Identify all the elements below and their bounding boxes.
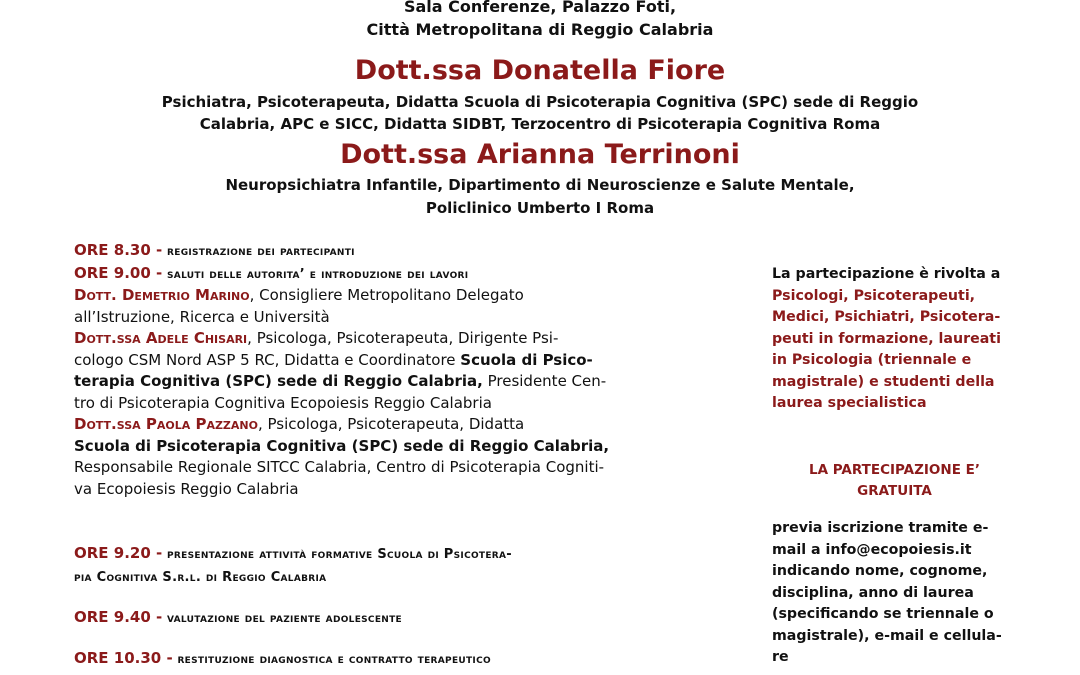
free-line-2: GRATUITA bbox=[857, 483, 932, 499]
audience-line: magistrale) e studenti della bbox=[772, 373, 995, 390]
program-item-1030 bbox=[74, 648, 734, 671]
speaker-desc-fiore-line2: Calabria, APC e SICC, Didatta SIDBT, Terzocentro di Psicoterapia Cognitiva Roma bbox=[199, 115, 881, 133]
registration-line: re bbox=[772, 649, 789, 665]
greeting-name: Dott.ssa Adele Chisari bbox=[74, 329, 248, 347]
free-line-1: LA PARTECIPAZIONE E’ bbox=[809, 462, 980, 478]
program-item-940 bbox=[74, 607, 734, 630]
program-time: ORE 9.20 - bbox=[74, 544, 163, 562]
registration-line: previa iscrizione tramite e- bbox=[772, 520, 989, 536]
program-item-900 bbox=[74, 263, 734, 286]
program-item-1030-line bbox=[74, 648, 734, 671]
greeting-role: , Psicologa, Psicoterapeuta, Dirigente Psi- bbox=[247, 329, 559, 347]
greeting-chisari-line2 bbox=[74, 350, 734, 372]
audience-line: Psicologi, Psicoterapeuti, bbox=[772, 287, 976, 304]
sidebar-audience bbox=[772, 264, 1017, 415]
program-time: ORE 8.30 - bbox=[74, 241, 163, 259]
program-title: valutazione del paziente adolescente bbox=[167, 611, 403, 626]
program-time: ORE 9.40 - bbox=[74, 608, 163, 626]
program-column bbox=[74, 240, 734, 500]
program-title: saluti delle autorita’ e introduzione dei lavori bbox=[167, 266, 469, 282]
sidebar-intro: La partecipazione è rivolta a bbox=[772, 266, 1001, 282]
greeting-role: , Consigliere Metropolitano Delegato bbox=[249, 286, 524, 304]
program-item-920 bbox=[74, 543, 734, 588]
registration-line: mail a info@ecopoiesis.it bbox=[772, 541, 972, 558]
greeting-pazzano-line2 bbox=[74, 436, 734, 458]
greeting-school: Scuola di Psico- bbox=[460, 350, 593, 369]
greeting-text: Presidente Cen- bbox=[482, 372, 607, 390]
registration-line: disciplina, anno di laurea bbox=[772, 584, 974, 601]
program-title: presentazione attività formative Scuola di Psicotera- bbox=[167, 547, 513, 562]
program-item-920-line2 bbox=[74, 566, 734, 589]
greeting-marino bbox=[74, 285, 734, 307]
greeting-pazzano-line3: Responsabile Regionale SITCC Calabria, Centro di Psicoterapia Cogniti- bbox=[74, 458, 605, 476]
registration-line: (specificando se triennale o bbox=[772, 606, 994, 622]
free-participation-title bbox=[772, 460, 1017, 502]
audience-line: in Psicologia (triennale e bbox=[772, 352, 972, 368]
sidebar-registration bbox=[772, 518, 1017, 669]
speaker-desc-terrinoni-line1: Neuropsichiatra Infantile, Dipartimento di Neuroscienze e Salute Mentale, bbox=[225, 176, 855, 194]
program-title: registrazione dei partecipanti bbox=[167, 244, 355, 259]
program-item-830 bbox=[74, 240, 734, 263]
venue-line-1: Sala Conferenze, Palazzo Foti, bbox=[403, 0, 677, 16]
greeting-chisari-line3 bbox=[74, 371, 734, 393]
registration-line: magistrale), e-mail e cellula- bbox=[772, 627, 1002, 644]
greeting-chisari bbox=[74, 328, 734, 350]
registration-line: indicando nome, cognome, bbox=[772, 563, 988, 579]
audience-line: Medici, Psichiatri, Psicotera- bbox=[772, 309, 1001, 325]
speaker-desc-terrinoni-line2: Policlinico Umberto I Roma bbox=[425, 199, 655, 217]
greeting-chisari-line4: tro di Psicoterapia Cognitiva Ecopoiesis Reggio Calabria bbox=[74, 393, 492, 412]
speaker-name-terrinoni: Dott.ssa Arianna Terrinoni bbox=[340, 139, 740, 170]
greeting-text: cologo CSM Nord ASP 5 RC, Didatta e Coordinatore bbox=[74, 350, 461, 369]
speaker-desc-fiore-line1: Psichiatra, Psicoterapeuta, Didatta Scuola di Psicoterapia Cognitiva (SPC) sede di Reggio bbox=[161, 93, 919, 111]
program-item-940-line bbox=[74, 607, 734, 630]
greeting-pazzano-line4: va Ecopoiesis Reggio Calabria bbox=[74, 479, 299, 498]
program-title: pia Cognitiva S.r.l. di Reggio Calabria bbox=[74, 569, 327, 585]
program-time: ORE 10.30 - bbox=[74, 649, 173, 667]
greeting-school: terapia Cognitiva (SPC) sede di Reggio Calabria, bbox=[74, 372, 483, 390]
greeting-school: Scuola di Psicoterapia Cognitiva (SPC) sede di Reggio Calabria, bbox=[74, 436, 610, 455]
program-item-920-line1 bbox=[74, 543, 734, 566]
greeting-pazzano bbox=[74, 414, 734, 436]
venue-line-2: Città Metropolitana di Reggio Calabria bbox=[366, 20, 714, 39]
audience-line: peuti in formazione, laureati bbox=[772, 330, 1001, 347]
program-time: ORE 9.00 - bbox=[74, 263, 163, 282]
speaker-name-fiore: Dott.ssa Donatella Fiore bbox=[354, 55, 726, 86]
greeting-name: Dott.ssa Paola Pazzano bbox=[74, 415, 258, 433]
program-title: restituzione diagnostica e contratto terapeutico bbox=[177, 652, 491, 667]
greeting-role: , Psicologa, Psicoterapeuta, Didatta bbox=[257, 415, 525, 433]
greeting-name: Dott. Demetrio Marino bbox=[74, 286, 250, 304]
audience-line: laurea specialistica bbox=[772, 395, 927, 411]
greeting-marino-line2: all’Istruzione, Ricerca e Università bbox=[74, 307, 330, 326]
